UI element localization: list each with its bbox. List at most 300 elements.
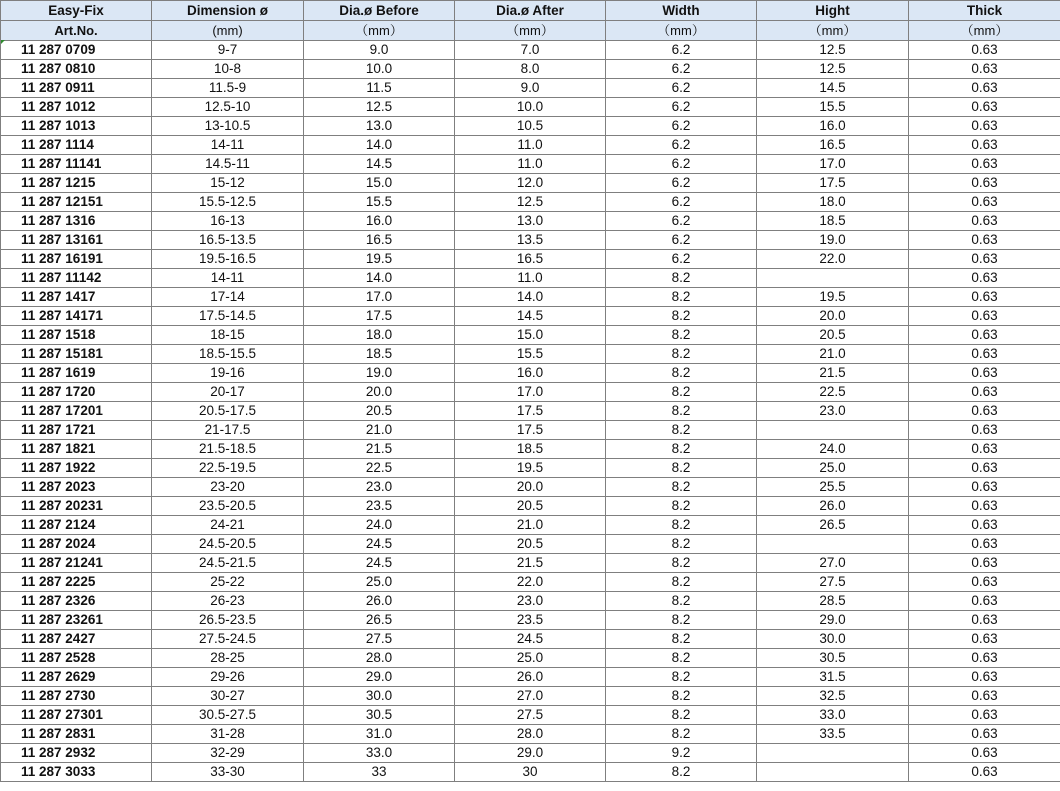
table-row bbox=[1, 478, 1060, 497]
table-row bbox=[1, 269, 1060, 288]
table-row bbox=[1, 592, 1060, 611]
art-no-cell: 11 287 1417 bbox=[1, 288, 152, 307]
dimension-cell: 21.5-18.5 bbox=[152, 440, 304, 459]
width-cell: 6.2 bbox=[606, 136, 757, 155]
header-dia-before-unit: （mm） bbox=[304, 21, 455, 41]
hight-cell: 30.0 bbox=[757, 630, 909, 649]
table-row bbox=[1, 307, 1060, 326]
hight-cell: 32.5 bbox=[757, 687, 909, 706]
dia-before-cell: 20.0 bbox=[304, 383, 455, 402]
dia-after-cell: 15.0 bbox=[455, 326, 606, 345]
thick-cell: 0.63 bbox=[909, 41, 1060, 60]
dia-before-cell: 24.0 bbox=[304, 516, 455, 535]
dimension-cell: 10-8 bbox=[152, 60, 304, 79]
width-cell: 8.2 bbox=[606, 364, 757, 383]
table-row bbox=[1, 193, 1060, 212]
width-cell: 8.2 bbox=[606, 326, 757, 345]
dia-after-cell: 9.0 bbox=[455, 79, 606, 98]
width-cell: 6.2 bbox=[606, 117, 757, 136]
thick-cell: 0.63 bbox=[909, 79, 1060, 98]
dia-after-cell: 24.5 bbox=[455, 630, 606, 649]
art-no-cell: 11 287 2024 bbox=[1, 535, 152, 554]
dimension-cell: 19.5-16.5 bbox=[152, 250, 304, 269]
dia-after-cell: 18.5 bbox=[455, 440, 606, 459]
dia-after-cell: 17.0 bbox=[455, 383, 606, 402]
width-cell: 6.2 bbox=[606, 79, 757, 98]
dia-after-cell: 28.0 bbox=[455, 725, 606, 744]
table-row bbox=[1, 402, 1060, 421]
width-cell: 8.2 bbox=[606, 706, 757, 725]
thick-cell: 0.63 bbox=[909, 744, 1060, 763]
table-row bbox=[1, 421, 1060, 440]
width-cell: 6.2 bbox=[606, 98, 757, 117]
width-cell: 8.2 bbox=[606, 668, 757, 687]
thick-cell: 0.63 bbox=[909, 592, 1060, 611]
thick-cell: 0.63 bbox=[909, 231, 1060, 250]
table-row bbox=[1, 60, 1060, 79]
dimension-cell: 14.5-11 bbox=[152, 155, 304, 174]
header-easy-fix: Easy-Fix bbox=[1, 1, 152, 21]
hight-cell: 21.5 bbox=[757, 364, 909, 383]
thick-cell: 0.63 bbox=[909, 725, 1060, 744]
art-no-cell: 11 287 1922 bbox=[1, 459, 152, 478]
thick-cell: 0.63 bbox=[909, 516, 1060, 535]
header-dia-before: Dia.ø Before bbox=[304, 1, 455, 21]
hight-cell: 29.0 bbox=[757, 611, 909, 630]
dimension-cell: 14-11 bbox=[152, 136, 304, 155]
dimension-cell: 14-11 bbox=[152, 269, 304, 288]
header-dimension-unit: (mm) bbox=[152, 21, 304, 41]
table-row bbox=[1, 497, 1060, 516]
art-no-cell: 11 287 1012 bbox=[1, 98, 152, 117]
dia-before-cell: 13.0 bbox=[304, 117, 455, 136]
dia-before-cell: 9.0 bbox=[304, 41, 455, 60]
header-width: Width bbox=[606, 1, 757, 21]
hight-cell: 26.5 bbox=[757, 516, 909, 535]
dia-before-cell: 33.0 bbox=[304, 744, 455, 763]
art-no-cell: 11 287 12151 bbox=[1, 193, 152, 212]
table-row bbox=[1, 288, 1060, 307]
table-row bbox=[1, 79, 1060, 98]
dimension-cell: 26-23 bbox=[152, 592, 304, 611]
art-no-cell: 11 287 16191 bbox=[1, 250, 152, 269]
hight-cell: 26.0 bbox=[757, 497, 909, 516]
dia-after-cell: 21.0 bbox=[455, 516, 606, 535]
table-row bbox=[1, 516, 1060, 535]
table-row bbox=[1, 573, 1060, 592]
dia-before-cell: 11.5 bbox=[304, 79, 455, 98]
dia-after-cell: 16.5 bbox=[455, 250, 606, 269]
art-no-cell: 11 287 1721 bbox=[1, 421, 152, 440]
hight-cell: 22.0 bbox=[757, 250, 909, 269]
dia-after-cell: 8.0 bbox=[455, 60, 606, 79]
dia-after-cell: 14.0 bbox=[455, 288, 606, 307]
hight-cell bbox=[757, 269, 909, 288]
thick-cell: 0.63 bbox=[909, 326, 1060, 345]
width-cell: 8.2 bbox=[606, 497, 757, 516]
thick-cell: 0.63 bbox=[909, 668, 1060, 687]
art-no-cell: 11 287 0709 bbox=[1, 41, 152, 60]
thick-cell: 0.63 bbox=[909, 345, 1060, 364]
dia-before-cell: 28.0 bbox=[304, 649, 455, 668]
dia-after-cell: 27.0 bbox=[455, 687, 606, 706]
dia-after-cell: 12.0 bbox=[455, 174, 606, 193]
dimension-cell: 15.5-12.5 bbox=[152, 193, 304, 212]
art-no-cell: 11 287 0810 bbox=[1, 60, 152, 79]
width-cell: 8.2 bbox=[606, 630, 757, 649]
dia-after-cell: 11.0 bbox=[455, 136, 606, 155]
dia-after-cell: 23.0 bbox=[455, 592, 606, 611]
thick-cell: 0.63 bbox=[909, 497, 1060, 516]
width-cell: 6.2 bbox=[606, 60, 757, 79]
dia-before-cell: 12.5 bbox=[304, 98, 455, 117]
hight-cell bbox=[757, 535, 909, 554]
dia-after-cell: 19.5 bbox=[455, 459, 606, 478]
hight-cell: 17.5 bbox=[757, 174, 909, 193]
hight-cell bbox=[757, 421, 909, 440]
dia-after-cell: 20.0 bbox=[455, 478, 606, 497]
art-no-cell: 11 287 1013 bbox=[1, 117, 152, 136]
art-no-cell: 11 287 2831 bbox=[1, 725, 152, 744]
header-dimension: Dimension ø bbox=[152, 1, 304, 21]
dia-before-cell: 27.5 bbox=[304, 630, 455, 649]
dia-after-cell: 30 bbox=[455, 763, 606, 782]
width-cell: 8.2 bbox=[606, 516, 757, 535]
table-row bbox=[1, 345, 1060, 364]
table-row bbox=[1, 250, 1060, 269]
art-no-cell: 11 287 2427 bbox=[1, 630, 152, 649]
thick-cell: 0.63 bbox=[909, 155, 1060, 174]
hight-cell: 12.5 bbox=[757, 60, 909, 79]
dimension-cell: 16.5-13.5 bbox=[152, 231, 304, 250]
thick-cell: 0.63 bbox=[909, 554, 1060, 573]
hight-cell bbox=[757, 763, 909, 782]
hight-cell: 18.5 bbox=[757, 212, 909, 231]
dia-after-cell: 20.5 bbox=[455, 535, 606, 554]
dia-after-cell: 17.5 bbox=[455, 421, 606, 440]
dimension-cell: 30.5-27.5 bbox=[152, 706, 304, 725]
dia-before-cell: 10.0 bbox=[304, 60, 455, 79]
dimension-cell: 12.5-10 bbox=[152, 98, 304, 117]
table-row bbox=[1, 649, 1060, 668]
dia-before-cell: 31.0 bbox=[304, 725, 455, 744]
dia-before-cell: 14.0 bbox=[304, 136, 455, 155]
thick-cell: 0.63 bbox=[909, 98, 1060, 117]
dimension-cell: 17.5-14.5 bbox=[152, 307, 304, 326]
thick-cell: 0.63 bbox=[909, 307, 1060, 326]
dia-before-cell: 22.5 bbox=[304, 459, 455, 478]
table-row bbox=[1, 212, 1060, 231]
dia-before-cell: 14.0 bbox=[304, 269, 455, 288]
table-row bbox=[1, 41, 1060, 60]
dia-after-cell: 26.0 bbox=[455, 668, 606, 687]
dia-after-cell: 15.5 bbox=[455, 345, 606, 364]
dia-before-cell: 30.5 bbox=[304, 706, 455, 725]
dimension-cell: 24.5-20.5 bbox=[152, 535, 304, 554]
dia-before-cell: 20.5 bbox=[304, 402, 455, 421]
thick-cell: 0.63 bbox=[909, 478, 1060, 497]
width-cell: 8.2 bbox=[606, 402, 757, 421]
art-no-cell: 11 287 13161 bbox=[1, 231, 152, 250]
thick-cell: 0.63 bbox=[909, 706, 1060, 725]
art-no-cell: 11 287 2528 bbox=[1, 649, 152, 668]
width-cell: 6.2 bbox=[606, 41, 757, 60]
hight-cell: 33.0 bbox=[757, 706, 909, 725]
thick-cell: 0.63 bbox=[909, 611, 1060, 630]
art-no-cell: 11 287 21241 bbox=[1, 554, 152, 573]
art-no-cell: 11 287 2932 bbox=[1, 744, 152, 763]
header-row-titles bbox=[1, 1, 1060, 21]
table-row bbox=[1, 725, 1060, 744]
dimension-cell: 26.5-23.5 bbox=[152, 611, 304, 630]
dia-before-cell: 19.5 bbox=[304, 250, 455, 269]
table-row bbox=[1, 535, 1060, 554]
dimension-cell: 31-28 bbox=[152, 725, 304, 744]
art-no-cell: 11 287 2730 bbox=[1, 687, 152, 706]
header-row-units bbox=[1, 21, 1060, 41]
art-no-cell: 11 287 11141 bbox=[1, 155, 152, 174]
width-cell: 6.2 bbox=[606, 231, 757, 250]
dia-after-cell: 23.5 bbox=[455, 611, 606, 630]
dia-after-cell: 20.5 bbox=[455, 497, 606, 516]
width-cell: 8.2 bbox=[606, 763, 757, 782]
width-cell: 8.2 bbox=[606, 649, 757, 668]
width-cell: 8.2 bbox=[606, 611, 757, 630]
hight-cell: 21.0 bbox=[757, 345, 909, 364]
dia-after-cell: 7.0 bbox=[455, 41, 606, 60]
hight-cell: 16.0 bbox=[757, 117, 909, 136]
dia-before-cell: 24.5 bbox=[304, 554, 455, 573]
dia-after-cell: 22.0 bbox=[455, 573, 606, 592]
dia-after-cell: 21.5 bbox=[455, 554, 606, 573]
hight-cell: 33.5 bbox=[757, 725, 909, 744]
art-no-cell: 11 287 15181 bbox=[1, 345, 152, 364]
thick-cell: 0.63 bbox=[909, 383, 1060, 402]
thick-cell: 0.63 bbox=[909, 687, 1060, 706]
dia-after-cell: 16.0 bbox=[455, 364, 606, 383]
hight-cell: 20.5 bbox=[757, 326, 909, 345]
table-row bbox=[1, 136, 1060, 155]
dia-before-cell: 16.0 bbox=[304, 212, 455, 231]
table-row bbox=[1, 383, 1060, 402]
thick-cell: 0.63 bbox=[909, 174, 1060, 193]
table-header bbox=[1, 1, 1060, 41]
thick-cell: 0.63 bbox=[909, 117, 1060, 136]
hight-cell: 27.5 bbox=[757, 573, 909, 592]
hight-cell: 17.0 bbox=[757, 155, 909, 174]
dimension-cell: 32-29 bbox=[152, 744, 304, 763]
dimension-cell: 9-7 bbox=[152, 41, 304, 60]
width-cell: 6.2 bbox=[606, 155, 757, 174]
art-no-cell: 11 287 2124 bbox=[1, 516, 152, 535]
thick-cell: 0.63 bbox=[909, 193, 1060, 212]
table-row bbox=[1, 611, 1060, 630]
dimension-cell: 16-13 bbox=[152, 212, 304, 231]
table-row bbox=[1, 630, 1060, 649]
dimension-cell: 19-16 bbox=[152, 364, 304, 383]
art-no-cell: 11 287 1316 bbox=[1, 212, 152, 231]
table-row bbox=[1, 155, 1060, 174]
dia-after-cell: 12.5 bbox=[455, 193, 606, 212]
dimension-cell: 18.5-15.5 bbox=[152, 345, 304, 364]
art-no-cell: 11 287 1720 bbox=[1, 383, 152, 402]
dia-after-cell: 17.5 bbox=[455, 402, 606, 421]
thick-cell: 0.63 bbox=[909, 60, 1060, 79]
dimension-cell: 21-17.5 bbox=[152, 421, 304, 440]
dimension-cell: 24.5-21.5 bbox=[152, 554, 304, 573]
width-cell: 8.2 bbox=[606, 288, 757, 307]
dia-before-cell: 17.0 bbox=[304, 288, 455, 307]
dia-before-cell: 25.0 bbox=[304, 573, 455, 592]
dimension-cell: 18-15 bbox=[152, 326, 304, 345]
dia-before-cell: 19.0 bbox=[304, 364, 455, 383]
art-no-cell: 11 287 17201 bbox=[1, 402, 152, 421]
table-row bbox=[1, 687, 1060, 706]
dimension-cell: 23-20 bbox=[152, 478, 304, 497]
header-thick: Thick bbox=[909, 1, 1060, 21]
dimension-cell: 23.5-20.5 bbox=[152, 497, 304, 516]
table-row bbox=[1, 706, 1060, 725]
art-no-cell: 11 287 1114 bbox=[1, 136, 152, 155]
table-row bbox=[1, 744, 1060, 763]
thick-cell: 0.63 bbox=[909, 288, 1060, 307]
thick-cell: 0.63 bbox=[909, 573, 1060, 592]
hight-cell: 12.5 bbox=[757, 41, 909, 60]
dimension-cell: 17-14 bbox=[152, 288, 304, 307]
width-cell: 8.2 bbox=[606, 573, 757, 592]
dia-after-cell: 13.0 bbox=[455, 212, 606, 231]
art-no-cell: 11 287 20231 bbox=[1, 497, 152, 516]
dia-after-cell: 11.0 bbox=[455, 269, 606, 288]
thick-cell: 0.63 bbox=[909, 212, 1060, 231]
art-no-cell: 11 287 1619 bbox=[1, 364, 152, 383]
table-row bbox=[1, 117, 1060, 136]
width-cell: 8.2 bbox=[606, 478, 757, 497]
dimension-cell: 20-17 bbox=[152, 383, 304, 402]
art-no-cell: 11 287 14171 bbox=[1, 307, 152, 326]
table-row bbox=[1, 326, 1060, 345]
table-row bbox=[1, 459, 1060, 478]
art-no-cell: 11 287 1215 bbox=[1, 174, 152, 193]
width-cell: 6.2 bbox=[606, 250, 757, 269]
dia-before-cell: 15.0 bbox=[304, 174, 455, 193]
dia-after-cell: 29.0 bbox=[455, 744, 606, 763]
dia-before-cell: 30.0 bbox=[304, 687, 455, 706]
dimension-cell: 25-22 bbox=[152, 573, 304, 592]
thick-cell: 0.63 bbox=[909, 421, 1060, 440]
dia-after-cell: 27.5 bbox=[455, 706, 606, 725]
thick-cell: 0.63 bbox=[909, 535, 1060, 554]
art-no-cell: 11 287 11142 bbox=[1, 269, 152, 288]
width-cell: 8.2 bbox=[606, 345, 757, 364]
art-no-cell: 11 287 0911 bbox=[1, 79, 152, 98]
thick-cell: 0.63 bbox=[909, 440, 1060, 459]
dia-before-cell: 23.5 bbox=[304, 497, 455, 516]
dimension-cell: 15-12 bbox=[152, 174, 304, 193]
thick-cell: 0.63 bbox=[909, 269, 1060, 288]
hight-cell bbox=[757, 744, 909, 763]
dia-before-cell: 18.0 bbox=[304, 326, 455, 345]
table-row bbox=[1, 554, 1060, 573]
art-no-cell: 11 287 2326 bbox=[1, 592, 152, 611]
dia-after-cell: 25.0 bbox=[455, 649, 606, 668]
dimension-cell: 28-25 bbox=[152, 649, 304, 668]
width-cell: 8.2 bbox=[606, 687, 757, 706]
width-cell: 8.2 bbox=[606, 440, 757, 459]
thick-cell: 0.63 bbox=[909, 402, 1060, 421]
hight-cell: 24.0 bbox=[757, 440, 909, 459]
hight-cell: 20.0 bbox=[757, 307, 909, 326]
dimension-cell: 30-27 bbox=[152, 687, 304, 706]
thick-cell: 0.63 bbox=[909, 136, 1060, 155]
dimension-cell: 29-26 bbox=[152, 668, 304, 687]
dimension-cell: 24-21 bbox=[152, 516, 304, 535]
thick-cell: 0.63 bbox=[909, 630, 1060, 649]
width-cell: 8.2 bbox=[606, 307, 757, 326]
width-cell: 9.2 bbox=[606, 744, 757, 763]
dia-before-cell: 21.0 bbox=[304, 421, 455, 440]
dia-before-cell: 18.5 bbox=[304, 345, 455, 364]
table-body bbox=[1, 41, 1060, 782]
art-no-cell: 11 287 1518 bbox=[1, 326, 152, 345]
thick-cell: 0.63 bbox=[909, 649, 1060, 668]
dimension-cell: 33-30 bbox=[152, 763, 304, 782]
width-cell: 8.2 bbox=[606, 592, 757, 611]
hight-cell: 15.5 bbox=[757, 98, 909, 117]
hight-cell: 22.5 bbox=[757, 383, 909, 402]
dia-before-cell: 23.0 bbox=[304, 478, 455, 497]
width-cell: 6.2 bbox=[606, 174, 757, 193]
table-row bbox=[1, 231, 1060, 250]
dia-after-cell: 14.5 bbox=[455, 307, 606, 326]
width-cell: 6.2 bbox=[606, 212, 757, 231]
dimension-cell: 22.5-19.5 bbox=[152, 459, 304, 478]
width-cell: 8.2 bbox=[606, 459, 757, 478]
dia-before-cell: 21.5 bbox=[304, 440, 455, 459]
thick-cell: 0.63 bbox=[909, 250, 1060, 269]
art-no-cell: 11 287 3033 bbox=[1, 763, 152, 782]
header-hight-unit: （mm） bbox=[757, 21, 909, 41]
thick-cell: 0.63 bbox=[909, 763, 1060, 782]
art-no-cell: 11 287 2225 bbox=[1, 573, 152, 592]
dia-before-cell: 26.5 bbox=[304, 611, 455, 630]
width-cell: 6.2 bbox=[606, 193, 757, 212]
hight-cell: 14.5 bbox=[757, 79, 909, 98]
table-row bbox=[1, 364, 1060, 383]
header-dia-after-unit: （mm） bbox=[455, 21, 606, 41]
width-cell: 8.2 bbox=[606, 383, 757, 402]
dia-before-cell: 33 bbox=[304, 763, 455, 782]
header-dia-after: Dia.ø After bbox=[455, 1, 606, 21]
dimension-cell: 11.5-9 bbox=[152, 79, 304, 98]
header-art-no: Art.No. bbox=[1, 21, 152, 41]
hight-cell: 30.5 bbox=[757, 649, 909, 668]
hight-cell: 28.5 bbox=[757, 592, 909, 611]
thick-cell: 0.63 bbox=[909, 364, 1060, 383]
header-width-unit: （mm） bbox=[606, 21, 757, 41]
hight-cell: 18.0 bbox=[757, 193, 909, 212]
dia-before-cell: 17.5 bbox=[304, 307, 455, 326]
table-row bbox=[1, 440, 1060, 459]
dia-after-cell: 13.5 bbox=[455, 231, 606, 250]
art-no-cell: 11 287 2023 bbox=[1, 478, 152, 497]
dia-after-cell: 11.0 bbox=[455, 155, 606, 174]
art-no-cell: 11 287 27301 bbox=[1, 706, 152, 725]
dia-before-cell: 14.5 bbox=[304, 155, 455, 174]
hight-cell: 25.0 bbox=[757, 459, 909, 478]
dia-before-cell: 26.0 bbox=[304, 592, 455, 611]
hight-cell: 31.5 bbox=[757, 668, 909, 687]
